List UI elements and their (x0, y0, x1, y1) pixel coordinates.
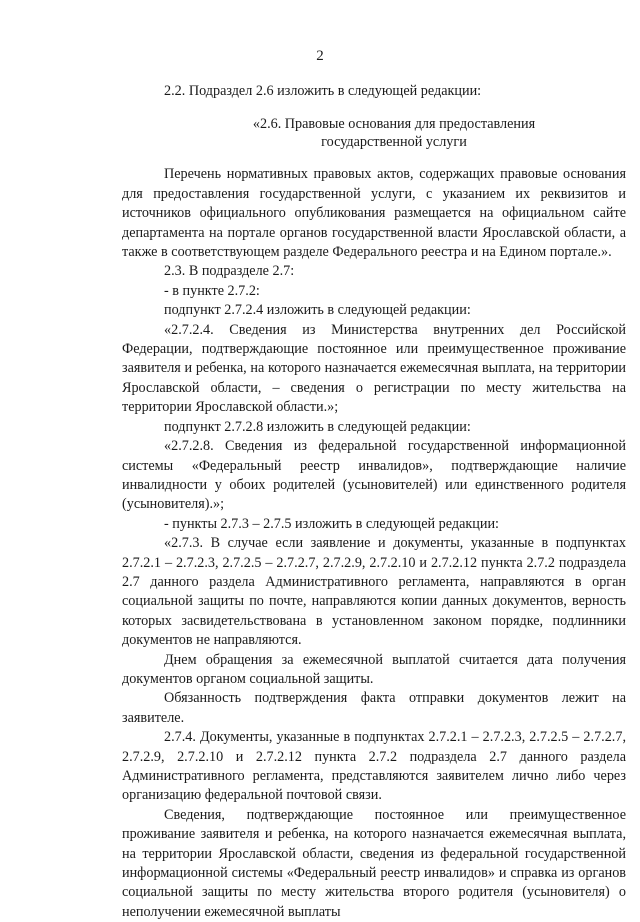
paragraph-subpoint-2-7-2-8: «2.7.2.8. Сведения из федеральной государственной информационной системы «Федеральный реестр инвалидов», подтверждающие наличие инвалидности у обоих родителей (усыновителей) или единственного родителя (усыновителя).»; (122, 438, 626, 513)
paragraph-proof-obligation: Обязанность подтверждения факта отправки документов лежит на заявителе. (122, 690, 626, 726)
section-title-line-1: «2.6. Правовые основания для предоставления (252, 116, 536, 133)
paragraph-point-2-7-2: - в пункте 2.7.2: (164, 282, 260, 299)
paragraph-application-date: Днем обращения за ежемесячной выплатой считается дата получения документов органом социальной защиты. (122, 651, 626, 687)
paragraph-legal-basis: Перечень нормативных правовых актов, содержащих правовые основания для предоставления государственной услуги, с указанием их реквизитов и источников официального опубликования размещается на официальном сайте департамента на портале органов государственной власти Ярославской области, а также в соответствующем разделе Федерального реестра и на Едином портале.». (122, 166, 626, 261)
paragraph-points-2-7-3-to-2-7-5-intro: - пункты 2.7.3 – 2.7.5 изложить в следующей редакции: (164, 515, 499, 532)
paragraph-point-2-7-3: «2.7.3. В случае если заявление и документы, указанные в подпунктах 2.7.2.1 – 2.7.2.3, 2.7.2.5 – 2.7.2.7, 2.7.2.9, 2.7.2.10 и 2.7.2.12 пункта 2.7.2 подраздела 2.7 данного раздела Административного регламента, направляются в орган социальной защиты по почте, направляются копии данных документов, верность которых засвидетельствована в установленном законом порядке, подлинники документов не направляются. (122, 535, 626, 649)
section-title (122, 115, 626, 151)
paragraph-point-2-7-4: 2.7.4. Документы, указанные в подпунктах 2.7.2.1 – 2.7.2.3, 2.7.2.5 – 2.7.2.7, 2.7.2.9, 2.7.2.10 и 2.7.2.12 пункта 2.7.2 подраздела 2.7 данного раздела Административного регламента, представляются заявителем лично либо через организацию федеральной почтовой связи. (122, 729, 626, 804)
amendment-heading: 2.2. Подраздел 2.6 изложить в следующей редакции: (164, 83, 482, 99)
paragraph-subpoint-2-7-2-8-intro: подпункт 2.7.2.8 изложить в следующей редакции: (164, 418, 471, 435)
paragraph-subpoint-2-7-2-4-intro: подпункт 2.7.2.4 изложить в следующей редакции: (164, 302, 471, 319)
page-number: 2 (316, 48, 324, 64)
paragraph-information-sources: Сведения, подтверждающие постоянное или преимущественное проживание заявителя и ребенка, на которого назначается ежемесячная выплата, на территории Ярославской области, сведения из федеральной государственной информационной системы «Федеральный реестр инвалидов» и справка из органов социальной защиты по месту жительства второго родителя (усыновителя) о неполучении ежемесячной выплаты (122, 806, 626, 920)
document-body (122, 82, 626, 922)
paragraph-subpoint-2-7-2-4: «2.7.2.4. Сведения из Министерства внутренних дел Российской Федерации, подтверждающие постоянное или преимущественное проживание заявителя и ребенка, на которого назначается ежемесячная выплата, на территории Ярославской области, – сведения о регистрации по месту жительства на территории Ярославской области.»; (122, 321, 626, 416)
paragraph-item-2-3: 2.3. В подразделе 2.7: (164, 263, 295, 280)
section-title-line-2: государственной услуги (321, 134, 467, 151)
